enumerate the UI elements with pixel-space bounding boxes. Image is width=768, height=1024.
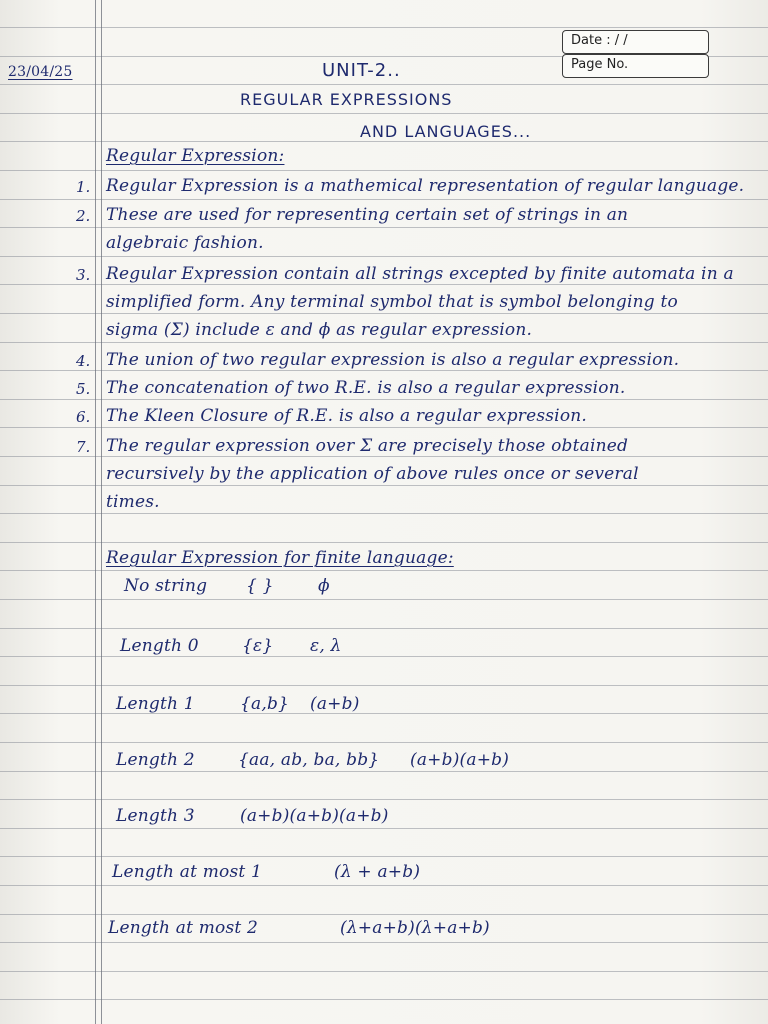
ruled-line (0, 885, 768, 886)
item-number: 1. (76, 178, 91, 196)
page-label: Page No. (571, 57, 629, 72)
ruled-line (0, 942, 768, 943)
list-item-line: These are used for representing certain set of strings in an (106, 205, 629, 225)
unit-title: UNIT-2.. (322, 60, 401, 81)
ruled-line (0, 113, 768, 114)
row-set: {aa, ab, ba, bb} (238, 750, 380, 770)
list-item-line: The Kleen Closure of R.E. is also a regular expression. (106, 406, 588, 426)
ruled-line (0, 284, 768, 285)
item-number: 5. (76, 380, 91, 398)
ruled-line (0, 513, 768, 514)
list-item-line: recursively by the application of above rules once or several (106, 464, 639, 484)
row-expression: ϕ (318, 576, 330, 596)
list-item-line: The union of two regular expression is also a regular expression. (106, 350, 680, 370)
item-number: 2. (76, 207, 91, 225)
item-number: 4. (76, 352, 91, 370)
row-label: Length 3 (116, 806, 195, 826)
ruled-line (0, 342, 768, 343)
item-number: 7. (76, 438, 91, 456)
item-number: 6. (76, 408, 91, 426)
ruled-line (0, 914, 768, 915)
ruled-line (0, 141, 768, 142)
row-label: Length 2 (116, 750, 195, 770)
ruled-line (0, 427, 768, 428)
row-expression: ε, λ (310, 636, 342, 656)
section-heading-regular-expression: Regular Expression: (106, 146, 285, 166)
ruled-line (0, 199, 768, 200)
list-item-line: simplified form. Any terminal symbol that is symbol belonging to (106, 292, 678, 312)
ruled-line (0, 170, 768, 171)
ruled-line (0, 685, 768, 686)
row-set: {a,b} (240, 694, 290, 714)
date-box (562, 30, 709, 54)
ruled-line (0, 771, 768, 772)
ruled-line (0, 313, 768, 314)
ruled-line (0, 971, 768, 972)
ruled-line (0, 456, 768, 457)
page-number-box (562, 54, 709, 78)
topic-line-1: REGULAR EXPRESSIONS (240, 90, 453, 109)
ruled-line (0, 656, 768, 657)
ruled-line (0, 856, 768, 857)
row-label: No string (124, 576, 208, 596)
section-heading-finite-language: Regular Expression for finite language: (106, 548, 454, 568)
item-number: 3. (76, 266, 91, 284)
margin-line-right (101, 0, 102, 1024)
list-item-line: times. (106, 492, 160, 512)
list-item-line: Regular Expression is a mathemical representation of regular language. (106, 176, 745, 196)
ruled-line (0, 999, 768, 1000)
ruled-line (0, 256, 768, 257)
row-expression: (a+b)(a+b) (410, 750, 510, 770)
ruled-line (0, 570, 768, 571)
date-label: Date : / / (571, 33, 628, 48)
entry-date: 23/04/25 (8, 64, 73, 80)
ruled-line (0, 84, 768, 85)
ruled-line (0, 227, 768, 228)
ruled-line (0, 742, 768, 743)
ruled-line (0, 599, 768, 600)
row-label: Length at most 1 (112, 862, 263, 882)
row-label: Length 1 (116, 694, 195, 714)
row-label: Length 0 (120, 636, 199, 656)
ruled-line (0, 828, 768, 829)
row-expression: (λ+a+b)(λ+a+b) (340, 918, 490, 938)
ruled-line (0, 27, 768, 28)
ruled-line (0, 370, 768, 371)
row-set: { } (246, 576, 274, 596)
ruled-line (0, 799, 768, 800)
row-expression: (a+b) (310, 694, 360, 714)
margin-line-left (95, 0, 96, 1024)
list-item-line: algebraic fashion. (106, 233, 264, 253)
row-label: Length at most 2 (108, 918, 259, 938)
ruled-line (0, 628, 768, 629)
ruled-line (0, 485, 768, 486)
ruled-line (0, 399, 768, 400)
row-expression: (a+b)(a+b)(a+b) (240, 806, 389, 826)
list-item-line: Regular Expression contain all strings excepted by finite automata in a (106, 264, 734, 284)
topic-line-2: AND LANGUAGES... (360, 122, 532, 141)
list-item-line: The regular expression over Σ are precisely those obtained (106, 436, 629, 456)
list-item-line: sigma (Σ) include ε and ϕ as regular expression. (106, 320, 533, 340)
row-expression: (λ + a+b) (334, 862, 421, 882)
list-item-line: The concatenation of two R.E. is also a regular expression. (106, 378, 626, 398)
row-set: {ε} (242, 636, 274, 656)
ruled-line (0, 542, 768, 543)
